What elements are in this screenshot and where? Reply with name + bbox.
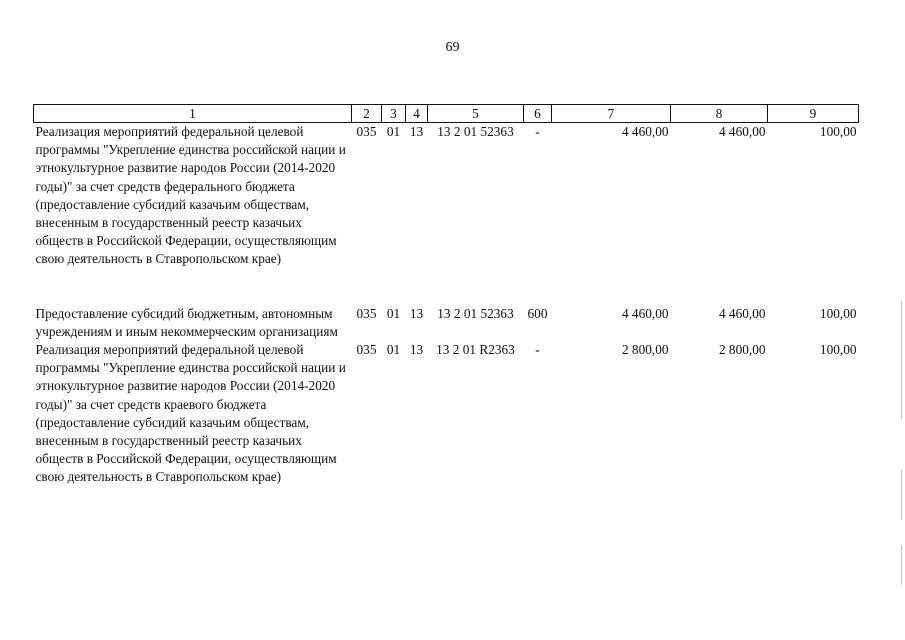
row-executed-amount: 2 800,00	[718, 342, 766, 358]
row-percent: 100,00	[819, 342, 857, 358]
table-row	[34, 341, 859, 487]
row-ministry-code: 035	[356, 305, 377, 321]
row-subsection-code: 13	[409, 124, 424, 139]
row-spacer	[34, 269, 859, 305]
scan-edge-mark	[901, 300, 902, 420]
row-target-item: 13 2 01 52363	[437, 124, 514, 139]
row-name: Реализация мероприятий федеральной целевой программы "Укрепление единства российской нации и этнокультурное развитие народов России (2014-2020 годы)" за счет средств федерального бюджета (предоставление субсидий казачьим обществам, внесенным в государственный реестр казачьих обществ в Российской Федерации, осуществляющим свою деятельность в Ставропольском крае)	[35, 124, 346, 267]
row-name: Реализация мероприятий федеральной целевой программы "Укрепление единства российской нации и этнокультурное развитие народов России (2014-2020 годы)" за счет средств краевого бюджета (предоставление субсидий казачьим обществам, внесенным в государственный реестр казачьих обществ в Российской Федерации, осуществляющим свою деятельность в Ставропольском крае)	[35, 342, 346, 485]
table-row	[34, 305, 859, 341]
row-section-code: 01	[386, 124, 401, 139]
row-ministry-code: 035	[356, 124, 377, 139]
row-name: Предоставление субсидий бюджетным, автономным учреждениям и иным некоммерческим организациям	[35, 305, 338, 339]
row-percent: 100,00	[819, 305, 857, 321]
scan-edge-mark	[901, 545, 902, 585]
row-subsection-code: 13	[409, 305, 424, 321]
row-planned-amount: 2 800,00	[621, 342, 669, 358]
column-header-7: 7	[552, 105, 671, 123]
row-subsection-code: 13	[409, 342, 424, 358]
row-percent: 100,00	[819, 124, 857, 139]
column-header-5: 5	[428, 105, 524, 123]
column-header-6: 6	[524, 105, 552, 123]
scan-edge-mark	[901, 470, 902, 520]
row-target-item: 13 2 01 52363	[437, 305, 514, 321]
row-planned-amount: 4 460,00	[621, 124, 669, 139]
budget-table	[33, 104, 859, 487]
table-row	[34, 123, 859, 269]
row-target-item: 13 2 01 R2363	[436, 342, 515, 358]
row-executed-amount: 4 460,00	[718, 124, 766, 139]
row-executed-amount: 4 460,00	[718, 305, 766, 321]
row-ministry-code: 035	[356, 342, 377, 358]
column-header-3: 3	[382, 105, 406, 123]
row-expense-type: -	[535, 342, 540, 358]
row-expense-type: -	[535, 124, 540, 139]
column-header-1: 1	[34, 105, 352, 123]
row-section-code: 01	[386, 342, 401, 358]
column-header-8: 8	[671, 105, 768, 123]
row-expense-type: 600	[527, 305, 548, 321]
row-section-code: 01	[386, 305, 401, 321]
column-header-4: 4	[406, 105, 428, 123]
table-header	[34, 105, 859, 123]
column-header-2: 2	[352, 105, 382, 123]
page-number: 69	[445, 40, 460, 55]
column-header-9: 9	[768, 105, 859, 123]
row-planned-amount: 4 460,00	[621, 305, 669, 321]
